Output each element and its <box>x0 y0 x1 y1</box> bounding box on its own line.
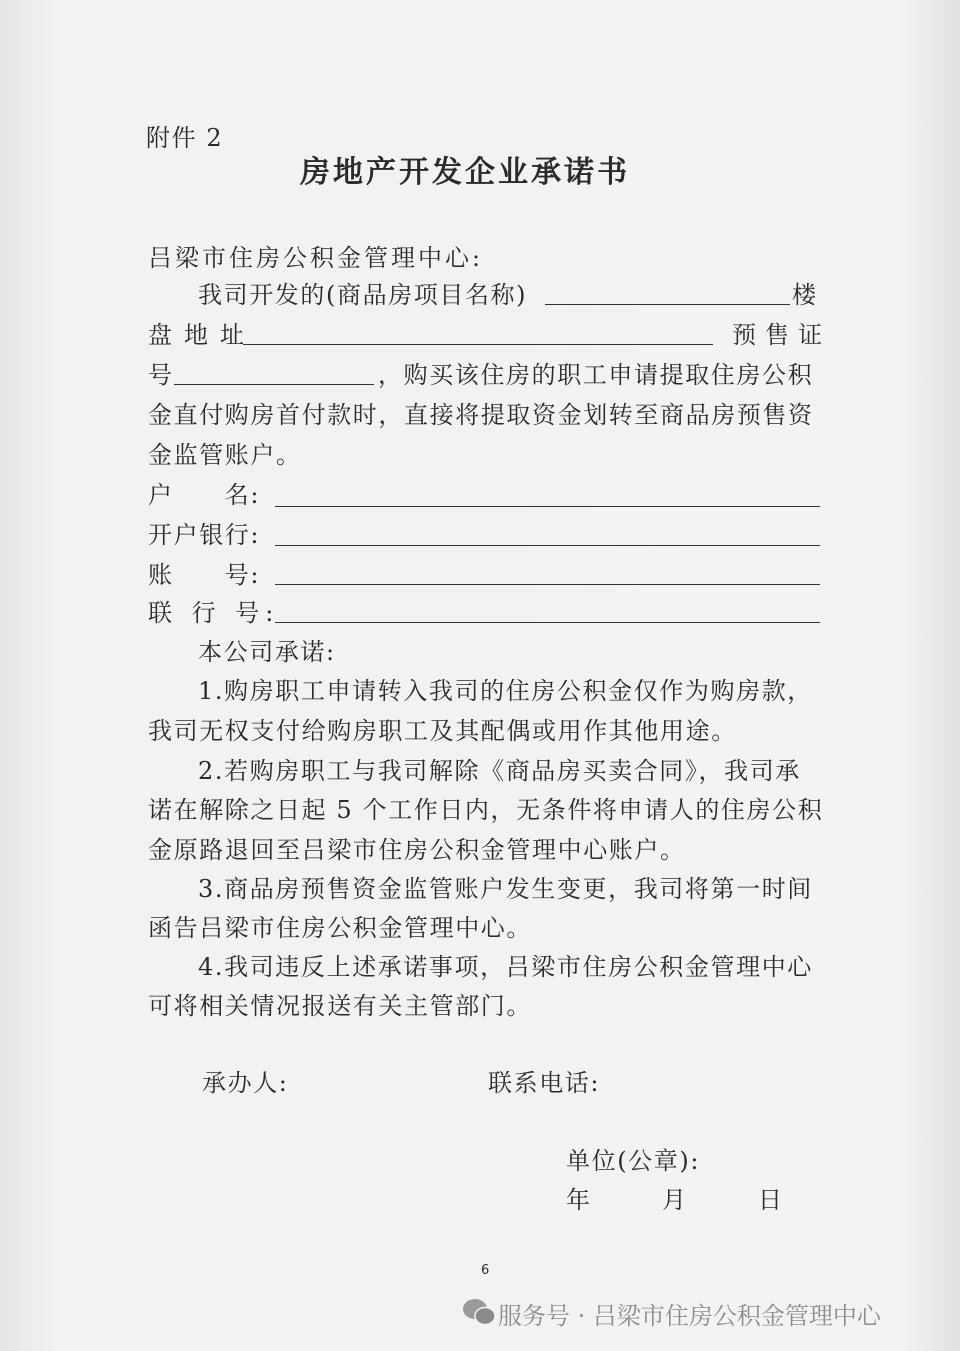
page-number: 6 <box>481 1263 491 1278</box>
unit-seal-label: 单位(公章): <box>566 1147 701 1175</box>
para1-line4: 金直付购房首付款时，直接将提取资金划转至商品房预售资 <box>148 401 814 429</box>
handler-label: 承办人: <box>202 1069 289 1097</box>
account-number-blank[interactable] <box>275 584 820 585</box>
presale-permit-blank[interactable] <box>174 384 374 385</box>
para1-line5: 金监管账户。 <box>148 441 302 469</box>
promise-line: 函告吕梁市住房公积金管理中心。 <box>148 914 532 942</box>
promise-line: 2.若购房职工与我司解除《商品房买卖合同》，我司承 <box>198 757 801 785</box>
para1-line2: 盘地址 <box>148 321 256 349</box>
bank-blank[interactable] <box>275 545 820 546</box>
phone-label: 联系电话: <box>488 1069 601 1097</box>
watermark-text: 服务号 · 吕梁市住房公积金管理中心 <box>498 1302 881 1330</box>
promise-intro: 本公司承诺: <box>198 638 336 666</box>
field-bank-label: 开户银行: <box>148 521 261 549</box>
wechat-icon <box>462 1298 496 1326</box>
project-name-blank[interactable] <box>545 304 790 305</box>
promise-line: 4.我司违反上述承诺事项，吕梁市住房公积金管理中心 <box>198 953 813 981</box>
para1-line3: 号 <box>148 361 174 389</box>
promise-line: 1.购房职工申请转入我司的住房公积金仅作为购房款， <box>198 677 813 705</box>
promise-line: 3.商品房预售资金监管账户发生变更，我司将第一时间 <box>198 875 813 903</box>
field-account-number-label: 账 号: <box>148 561 261 589</box>
promise-line: 我司无权支付给购房职工及其配偶或用作其他用途。 <box>148 717 737 745</box>
para1-line1-end: 楼 <box>792 281 818 309</box>
promise-line: 可将相关情况报送有关主管部门。 <box>148 992 532 1020</box>
para1-line2-end: 预售证 <box>732 321 831 349</box>
promise-line: 诺在解除之日起 5 个工作日内，无条件将申请人的住房公积 <box>148 796 824 824</box>
para1-line3-end: ，购买该住房的职工申请提取住房公积 <box>378 361 814 389</box>
addressee: 吕梁市住房公积金管理中心: <box>148 244 484 272</box>
document-title: 房地产开发企业承诺书 <box>300 155 630 190</box>
address-blank[interactable] <box>243 344 713 345</box>
field-routing-label: 联 行 号: <box>148 599 280 627</box>
promise-line: 金原路退回至吕梁市住房公积金管理中心账户。 <box>148 836 686 864</box>
routing-number-blank[interactable] <box>275 622 820 623</box>
para1-line1: 我司开发的(商品房项目名称) <box>198 281 528 309</box>
date-label: 年 月 日 <box>566 1186 790 1214</box>
field-account-name-label: 户 名: <box>148 481 261 509</box>
account-name-blank[interactable] <box>275 506 820 507</box>
attachment-label: 附件 2 <box>146 124 224 152</box>
